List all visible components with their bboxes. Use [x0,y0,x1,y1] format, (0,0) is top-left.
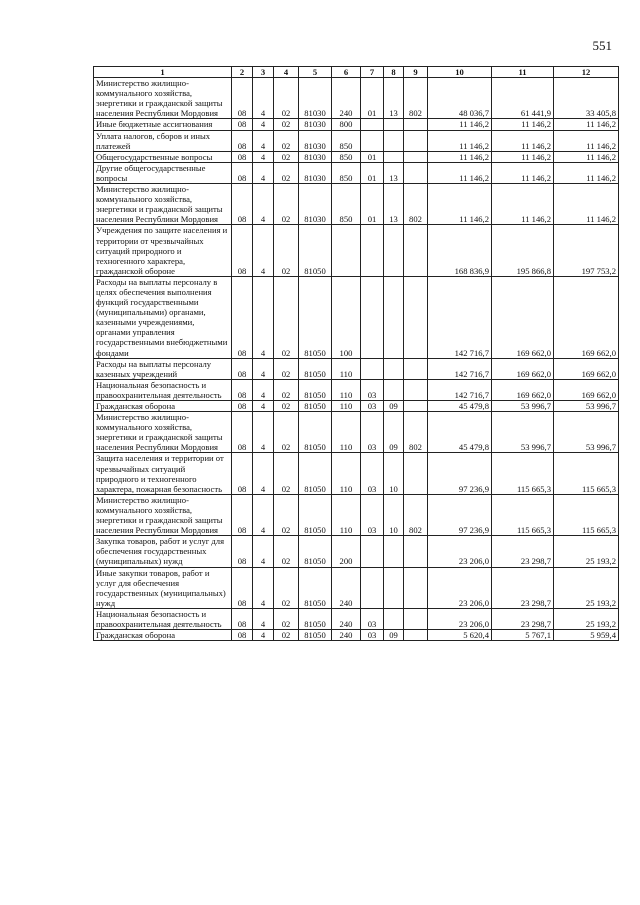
amount-cell-col-12: 53 996,7 [554,401,619,412]
code-cell-col-2: 08 [232,401,253,412]
column-header-8: 8 [384,67,404,78]
table-row [94,401,619,412]
amount-cell-col-10: 142 716,7 [428,276,492,358]
code-cell-col-2: 08 [232,276,253,358]
code-cell-col-6: 240 [332,630,361,641]
code-cell-col-4: 02 [274,379,299,400]
code-cell-col-3: 4 [253,130,274,151]
code-cell-col-3: 4 [253,184,274,225]
code-cell-col-4: 02 [274,162,299,183]
code-cell-col-7: 01 [361,184,384,225]
code-cell-col-7: 03 [361,608,384,629]
code-cell-col-2: 08 [232,184,253,225]
code-cell-col-3: 4 [253,358,274,379]
code-cell-col-7 [361,276,384,358]
code-cell-col-8 [384,567,404,608]
code-cell-col-3: 4 [253,412,274,453]
code-cell-col-3: 4 [253,225,274,276]
amount-cell-col-12: 115 665,3 [554,453,619,494]
amount-cell-col-11: 23 298,7 [492,567,554,608]
code-cell-col-6: 850 [332,151,361,162]
code-cell-col-5: 81030 [299,130,332,151]
amount-cell-col-11: 169 662,0 [492,379,554,400]
code-cell-col-4: 02 [274,630,299,641]
code-cell-col-7 [361,567,384,608]
table-row [94,162,619,183]
code-cell-col-6: 110 [332,401,361,412]
row-name-cell: Общегосударственные вопросы [94,151,232,162]
code-cell-col-8: 10 [384,494,404,535]
amount-cell-col-12: 197 753,2 [554,225,619,276]
amount-cell-col-10: 5 620,4 [428,630,492,641]
code-cell-col-2: 08 [232,225,253,276]
code-cell-col-4: 02 [274,184,299,225]
table-row [94,78,619,119]
table-row [94,453,619,494]
code-cell-col-4: 02 [274,130,299,151]
row-name-cell: Министерство жилищно-коммунального хозяйства, энергетики и гражданской защиты населения Республики Мордовия [94,494,232,535]
code-cell-col-9 [404,276,428,358]
code-cell-col-7: 03 [361,379,384,400]
amount-cell-col-12: 33 405,8 [554,78,619,119]
code-cell-col-6: 100 [332,276,361,358]
amount-cell-col-12: 169 662,0 [554,358,619,379]
row-name-cell: Иные бюджетные ассигнования [94,119,232,130]
code-cell-col-3: 4 [253,536,274,567]
code-cell-col-5: 81050 [299,567,332,608]
amount-cell-col-11: 115 665,3 [492,453,554,494]
code-cell-col-8: 13 [384,78,404,119]
amount-cell-col-11: 195 866,8 [492,225,554,276]
code-cell-col-5: 81050 [299,412,332,453]
table-body [94,78,619,641]
code-cell-col-6: 110 [332,358,361,379]
amount-cell-col-11: 115 665,3 [492,494,554,535]
amount-cell-col-11: 11 146,2 [492,119,554,130]
code-cell-col-5: 81030 [299,78,332,119]
column-header-6: 6 [332,67,361,78]
code-cell-col-7: 01 [361,162,384,183]
code-cell-col-3: 4 [253,119,274,130]
code-cell-col-4: 02 [274,412,299,453]
code-cell-col-2: 08 [232,379,253,400]
header-row [94,67,619,78]
amount-cell-col-12: 11 146,2 [554,119,619,130]
code-cell-col-4: 02 [274,358,299,379]
code-cell-col-9 [404,453,428,494]
amount-cell-col-11: 53 996,7 [492,412,554,453]
code-cell-col-8 [384,608,404,629]
amount-cell-col-12: 53 996,7 [554,412,619,453]
table-header [94,67,619,78]
code-cell-col-8 [384,276,404,358]
code-cell-col-8: 09 [384,630,404,641]
column-header-7: 7 [361,67,384,78]
column-header-12: 12 [554,67,619,78]
code-cell-col-8: 13 [384,184,404,225]
table-row [94,379,619,400]
amount-cell-col-11: 11 146,2 [492,130,554,151]
code-cell-col-9 [404,119,428,130]
code-cell-col-7: 03 [361,494,384,535]
row-name-cell: Расходы на выплаты персоналу в целях обеспечения выполнения функций государственными (муниципальными) органами, казенными учреждениями, органами управления государственными внебюджетными фондами [94,276,232,358]
amount-cell-col-11: 61 441,9 [492,78,554,119]
code-cell-col-7: 03 [361,453,384,494]
code-cell-col-4: 02 [274,401,299,412]
code-cell-col-3: 4 [253,276,274,358]
code-cell-col-4: 02 [274,225,299,276]
row-name-cell: Министерство жилищно-коммунального хозяйства, энергетики и гражданской защиты населения Республики Мордовия [94,412,232,453]
table-row [94,184,619,225]
amount-cell-col-12: 11 146,2 [554,162,619,183]
code-cell-col-8 [384,379,404,400]
code-cell-col-9 [404,401,428,412]
amount-cell-col-11: 23 298,7 [492,608,554,629]
code-cell-col-4: 02 [274,494,299,535]
amount-cell-col-12: 11 146,2 [554,184,619,225]
amount-cell-col-12: 25 193,2 [554,567,619,608]
amount-cell-col-10: 97 236,9 [428,494,492,535]
code-cell-col-2: 08 [232,453,253,494]
column-header-9: 9 [404,67,428,78]
code-cell-col-5: 81030 [299,151,332,162]
code-cell-col-5: 81030 [299,119,332,130]
table-row [94,608,619,629]
code-cell-col-6: 240 [332,567,361,608]
code-cell-col-6 [332,225,361,276]
code-cell-col-9: 802 [404,412,428,453]
code-cell-col-9 [404,358,428,379]
column-header-11: 11 [492,67,554,78]
code-cell-col-5: 81050 [299,358,332,379]
column-header-5: 5 [299,67,332,78]
code-cell-col-7 [361,119,384,130]
amount-cell-col-10: 11 146,2 [428,130,492,151]
code-cell-col-7 [361,358,384,379]
code-cell-col-8 [384,151,404,162]
amount-cell-col-10: 48 036,7 [428,78,492,119]
page-number: 551 [592,38,612,53]
table-row [94,536,619,567]
code-cell-col-4: 02 [274,608,299,629]
code-cell-col-3: 4 [253,630,274,641]
code-cell-col-9 [404,630,428,641]
code-cell-col-3: 4 [253,567,274,608]
amount-cell-col-10: 23 206,0 [428,567,492,608]
code-cell-col-3: 4 [253,151,274,162]
code-cell-col-2: 08 [232,78,253,119]
code-cell-col-5: 81050 [299,379,332,400]
code-cell-col-9: 802 [404,184,428,225]
amount-cell-col-12: 25 193,2 [554,608,619,629]
table-row [94,130,619,151]
code-cell-col-3: 4 [253,379,274,400]
code-cell-col-7: 01 [361,151,384,162]
code-cell-col-7: 03 [361,401,384,412]
code-cell-col-2: 08 [232,494,253,535]
amount-cell-col-12: 115 665,3 [554,494,619,535]
amount-cell-col-11: 11 146,2 [492,162,554,183]
row-name-cell: Министерство жилищно-коммунального хозяйства, энергетики и гражданской защиты населения Республики Мордовия [94,78,232,119]
code-cell-col-7: 03 [361,630,384,641]
amount-cell-col-10: 11 146,2 [428,151,492,162]
code-cell-col-9 [404,567,428,608]
code-cell-col-2: 08 [232,151,253,162]
amount-cell-col-11: 53 996,7 [492,401,554,412]
row-name-cell: Защита населения и территории от чрезвычайных ситуаций природного и техногенного характера, пожарная безопасность [94,453,232,494]
amount-cell-col-10: 168 836,9 [428,225,492,276]
code-cell-col-8 [384,119,404,130]
code-cell-col-7 [361,130,384,151]
code-cell-col-7: 03 [361,412,384,453]
column-header-1: 1 [94,67,232,78]
row-name-cell: Гражданская оборона [94,401,232,412]
amount-cell-col-12: 11 146,2 [554,130,619,151]
amount-cell-col-11: 169 662,0 [492,276,554,358]
code-cell-col-5: 81050 [299,494,332,535]
code-cell-col-6: 110 [332,379,361,400]
code-cell-col-8: 10 [384,453,404,494]
code-cell-col-6: 850 [332,130,361,151]
table-row [94,151,619,162]
code-cell-col-4: 02 [274,536,299,567]
code-cell-col-9: 802 [404,78,428,119]
code-cell-col-9 [404,151,428,162]
code-cell-col-6: 240 [332,78,361,119]
code-cell-col-5: 81050 [299,630,332,641]
code-cell-col-6: 240 [332,608,361,629]
code-cell-col-5: 81050 [299,453,332,494]
column-header-4: 4 [274,67,299,78]
code-cell-col-5: 81030 [299,184,332,225]
code-cell-col-6: 110 [332,494,361,535]
code-cell-col-9: 802 [404,494,428,535]
code-cell-col-3: 4 [253,401,274,412]
amount-cell-col-10: 11 146,2 [428,119,492,130]
amount-cell-col-10: 142 716,7 [428,379,492,400]
amount-cell-col-10: 11 146,2 [428,184,492,225]
amount-cell-col-10: 45 479,8 [428,412,492,453]
code-cell-col-6: 850 [332,184,361,225]
code-cell-col-3: 4 [253,162,274,183]
amount-cell-col-12: 11 146,2 [554,151,619,162]
code-cell-col-6: 110 [332,453,361,494]
code-cell-col-6: 800 [332,119,361,130]
amount-cell-col-10: 23 206,0 [428,536,492,567]
code-cell-col-7: 01 [361,78,384,119]
code-cell-col-7 [361,225,384,276]
table-row [94,225,619,276]
table-row [94,412,619,453]
code-cell-col-2: 08 [232,567,253,608]
code-cell-col-2: 08 [232,130,253,151]
row-name-cell: Другие общегосударственные вопросы [94,162,232,183]
code-cell-col-2: 08 [232,162,253,183]
code-cell-col-4: 02 [274,453,299,494]
amount-cell-col-11: 11 146,2 [492,151,554,162]
code-cell-col-8 [384,536,404,567]
code-cell-col-8: 09 [384,412,404,453]
code-cell-col-9 [404,379,428,400]
code-cell-col-4: 02 [274,276,299,358]
code-cell-col-3: 4 [253,608,274,629]
amount-cell-col-11: 169 662,0 [492,358,554,379]
code-cell-col-2: 08 [232,608,253,629]
budget-table [93,66,619,641]
code-cell-col-8: 09 [384,401,404,412]
code-cell-col-5: 81050 [299,276,332,358]
row-name-cell: Гражданская оборона [94,630,232,641]
amount-cell-col-12: 169 662,0 [554,276,619,358]
code-cell-col-5: 81050 [299,225,332,276]
code-cell-col-3: 4 [253,453,274,494]
code-cell-col-9 [404,608,428,629]
code-cell-col-5: 81050 [299,608,332,629]
code-cell-col-2: 08 [232,119,253,130]
amount-cell-col-11: 5 767,1 [492,630,554,641]
amount-cell-col-12: 169 662,0 [554,379,619,400]
row-name-cell: Уплата налогов, сборов и иных платежей [94,130,232,151]
code-cell-col-4: 02 [274,567,299,608]
row-name-cell: Национальная безопасность и правоохранительная деятельность [94,608,232,629]
code-cell-col-8 [384,130,404,151]
code-cell-col-4: 02 [274,119,299,130]
code-cell-col-3: 4 [253,494,274,535]
column-header-2: 2 [232,67,253,78]
code-cell-col-5: 81050 [299,401,332,412]
row-name-cell: Закупка товаров, работ и услуг для обеспечения государственных (муниципальных) нужд [94,536,232,567]
code-cell-col-8 [384,225,404,276]
amount-cell-col-10: 45 479,8 [428,401,492,412]
code-cell-col-2: 08 [232,536,253,567]
code-cell-col-5: 81030 [299,162,332,183]
row-name-cell: Национальная безопасность и правоохранительная деятельность [94,379,232,400]
amount-cell-col-10: 97 236,9 [428,453,492,494]
code-cell-col-2: 08 [232,412,253,453]
amount-cell-col-10: 142 716,7 [428,358,492,379]
code-cell-col-4: 02 [274,78,299,119]
code-cell-col-9 [404,162,428,183]
code-cell-col-9 [404,225,428,276]
table-row [94,358,619,379]
amount-cell-col-12: 25 193,2 [554,536,619,567]
column-header-10: 10 [428,67,492,78]
code-cell-col-6: 850 [332,162,361,183]
amount-cell-col-10: 23 206,0 [428,608,492,629]
code-cell-col-5: 81050 [299,536,332,567]
code-cell-col-9 [404,130,428,151]
code-cell-col-2: 08 [232,630,253,641]
row-name-cell: Иные закупки товаров, работ и услуг для обеспечения государственных (муниципальных) нужд [94,567,232,608]
code-cell-col-9 [404,536,428,567]
code-cell-col-4: 02 [274,151,299,162]
table-row [94,494,619,535]
amount-cell-col-11: 23 298,7 [492,536,554,567]
table-row [94,567,619,608]
code-cell-col-6: 200 [332,536,361,567]
row-name-cell: Министерство жилищно-коммунального хозяйства, энергетики и гражданской защиты населения Республики Мордовия [94,184,232,225]
code-cell-col-7 [361,536,384,567]
code-cell-col-6: 110 [332,412,361,453]
code-cell-col-8 [384,358,404,379]
table-row [94,119,619,130]
code-cell-col-2: 08 [232,358,253,379]
code-cell-col-3: 4 [253,78,274,119]
table-row [94,276,619,358]
amount-cell-col-12: 5 959,4 [554,630,619,641]
column-header-3: 3 [253,67,274,78]
table-row [94,630,619,641]
code-cell-col-8: 13 [384,162,404,183]
row-name-cell: Расходы на выплаты персоналу казенных учреждений [94,358,232,379]
amount-cell-col-11: 11 146,2 [492,184,554,225]
amount-cell-col-10: 11 146,2 [428,162,492,183]
row-name-cell: Учреждения по защите населения и территории от чрезвычайных ситуаций природного и техногенного характера, гражданской обороне [94,225,232,276]
